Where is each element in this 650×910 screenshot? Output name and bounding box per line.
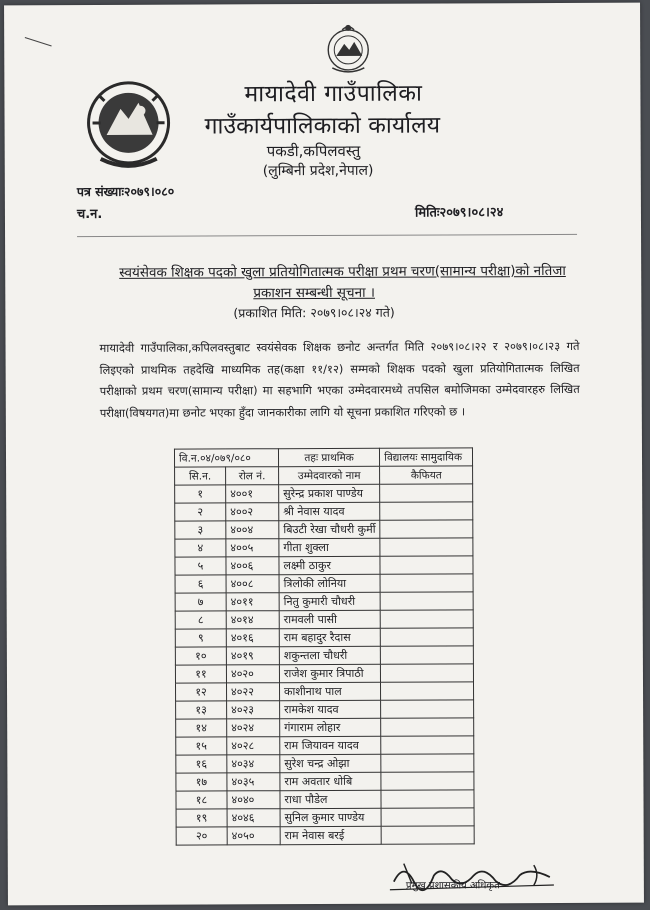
cell-name: शकुन्तला चौधरी [279,646,380,664]
org-name-line2: गाउँकार्यपालिकाको कार्यालय [204,112,441,140]
table-row [175,646,473,665]
cell-sn: ८ [175,611,226,629]
cell-name: सुनिल कुमार पाण्डेय [280,808,381,826]
cell-roll: ४०३५ [227,773,280,791]
cell-name: काशीनाथ पाल [279,682,380,700]
cell-sn: ५ [175,557,226,575]
cell-roll: ४०२४ [227,719,280,737]
table-row [175,502,473,521]
table-row [175,664,473,683]
table-row [175,592,473,611]
cell-remarks [381,700,474,718]
address-line2: (लुम्बिनी प्रदेश,नेपाल) [262,162,374,180]
cell-roll: ४००२ [226,503,279,521]
cell-roll: ४०२३ [227,701,280,719]
cell-remarks [381,718,474,736]
table-row [175,574,473,593]
table-row [175,610,473,629]
stray-pen-mark [25,37,52,46]
letter-number: पत्र संख्याः२०७९।०८० [76,183,175,200]
cell-sn: २ [175,503,226,521]
cell-remarks [381,754,474,772]
org-name-line1: मायादेवी गाउँपालिका [244,80,423,108]
table-row [175,682,473,701]
cell-roll: ४०२८ [227,737,280,755]
cell-sn: १५ [176,737,227,755]
signatory-title: प्रमुख प्रशासकीय अधिकृत [405,880,500,892]
table-row [176,826,474,845]
cell-roll: ४०२० [226,665,279,683]
cell-roll: ४०१६ [226,629,279,647]
table-top-row [174,448,472,467]
table-row [175,538,473,557]
notice-subtitle: प्रकाशन सम्बन्धी सूचना । [253,284,376,302]
cell-name: लक्ष्मी ठाकुर [279,556,380,574]
cell-name: रामवली पासी [279,610,380,628]
header-remarks: कैफियत [380,466,473,484]
cell-sn: १० [175,647,226,665]
published-date: (प्रकाशित मिति: २०७९।०८।२४ गते) [233,304,395,321]
cell-remarks [381,790,474,808]
cell-roll: ४००८ [226,575,279,593]
table-row [176,772,474,791]
cell-remarks [380,592,473,610]
cell-name: राम अवतार धोबि [280,772,381,790]
divider [77,234,577,237]
cell-roll: ४०४६ [227,809,280,827]
table-row [176,718,474,737]
cell-name: श्री नेवास यादव [279,502,380,520]
cell-remarks [381,808,474,826]
cell-remarks [381,826,474,844]
cell-name: बिउटी रेखा चौधरी कुर्मी [279,520,380,538]
cell-name: त्रिलोकी लोनिया [279,574,380,592]
cell-roll: ४०३४ [227,755,280,773]
cell-remarks [380,520,473,538]
cell-sn: ७ [175,593,226,611]
selected-candidates-table [174,447,475,845]
cell-sn: १४ [176,719,227,737]
cell-name: सुरेश चन्द्र ओझा [280,754,381,772]
cell-roll: ४०१९ [226,647,279,665]
notice-paper [4,3,644,906]
cell-remarks [380,628,473,646]
dispatch-number: च.न. [76,206,103,223]
cell-sn: १ [175,485,226,503]
cell-name: राम नेवास बरई [280,826,381,844]
cell-remarks [380,484,473,502]
notice-ref-cell: वि.न.०४/०७९/०८० [174,449,278,467]
cell-remarks [380,610,473,628]
table-header-row [175,466,473,485]
cell-remarks [381,772,474,790]
cell-remarks [380,574,473,592]
cell-sn: १६ [176,755,227,773]
notice-body-text: मायादेवी गाउँपालिका,कपिलवस्तुबाट स्वयंसेवक शिक्षक छनोट अन्तर्गत मिति २०७९।०८।२२ र २०७९।०८।२३ गते लिइएको प्राथमिक तहदेखि माध्यमिक तह(कक्षा ११/१२) सम्मको शिक्षक पदको खुला प्रतियोगितात्मक लिखित परीक्षाको प्रथम चरण(सामान्य परीक्षा) मा सहभागि भएका उम्मेदवारमध्ये तपसिल बमोजिमका उम्मेदवारहरु लिखित परीक्षा(विषयगत)मा छनोट भएका हुँदा जानकारीका लागि यो सूचना प्रकाशित गरिएको छ । [99,338,580,420]
cell-roll: ४०५० [227,827,280,845]
nepal-emblem-icon [322,22,374,76]
cell-sn: ९ [175,629,226,647]
cell-remarks [380,556,473,574]
level-cell: तहः प्राथमिक [278,448,379,466]
header-roll: रोल नं. [226,467,279,485]
cell-roll: ४०१४ [226,611,279,629]
cell-roll: ४००५ [226,539,279,557]
cell-name: गीता शुक्ला [279,538,380,556]
cell-sn: १९ [176,809,227,827]
signature-mark [384,851,564,900]
table-row [175,556,473,575]
notice-body [99,336,579,424]
cell-sn: १७ [176,773,227,791]
table-row [176,736,474,755]
table-row [176,700,474,719]
table-row [176,790,474,809]
cell-sn: ४ [175,539,226,557]
cell-roll: ४०४० [227,791,280,809]
cell-sn: १२ [175,683,226,701]
cell-name: सुरेन्द्र प्रकाश पाण्डेय [279,484,380,502]
cell-sn: २० [176,827,227,845]
school-type-cell: विद्यालयः सामुदायिक [380,448,473,466]
header-sn: सि.न. [175,467,226,485]
cell-sn: १८ [176,791,227,809]
header-name: उम्मेदवारको नाम [279,466,380,484]
cell-sn: ११ [175,665,226,683]
cell-roll: ४००६ [226,557,279,575]
cell-name: राधा पौडेल [280,790,381,808]
notice-title: स्वयंसेवक शिक्षक पदको खुला प्रतियोगितात्मक परीक्षा प्रथम चरण(सामान्य परीक्षा)को नतिजा [119,262,566,281]
cell-name: नितु कुमारी चौधरी [279,592,380,610]
cell-remarks [380,502,473,520]
cell-remarks [381,736,474,754]
municipality-logo-icon [80,75,176,175]
cell-remarks [381,682,474,700]
table-row [175,628,473,647]
cell-remarks [381,646,474,664]
cell-roll: ४०११ [226,593,279,611]
cell-roll: ४००४ [226,521,279,539]
cell-remarks [380,538,473,556]
cell-sn: १३ [176,701,227,719]
table-row [175,520,473,539]
cell-name: राम जियावन यादव [280,736,381,754]
cell-name: राजेश कुमार त्रिपाठी [279,664,380,682]
cell-sn: ३ [175,521,226,539]
cell-sn: ६ [175,575,226,593]
table-row [176,754,474,773]
table-row [175,484,473,503]
address-line1: पकडी,कपिलवस्तु [266,141,361,161]
cell-remarks [381,664,474,682]
table-row [176,808,474,827]
cell-name: राम बहादुर रैदास [279,628,380,646]
cell-name: रामकेश यादव [280,700,381,718]
cell-roll: ४००१ [226,485,279,503]
cell-name: गंगाराम लोहार [280,718,381,736]
cell-roll: ४०२२ [226,683,279,701]
letter-date: मितिः२०७९।०८।२४ [414,205,504,221]
